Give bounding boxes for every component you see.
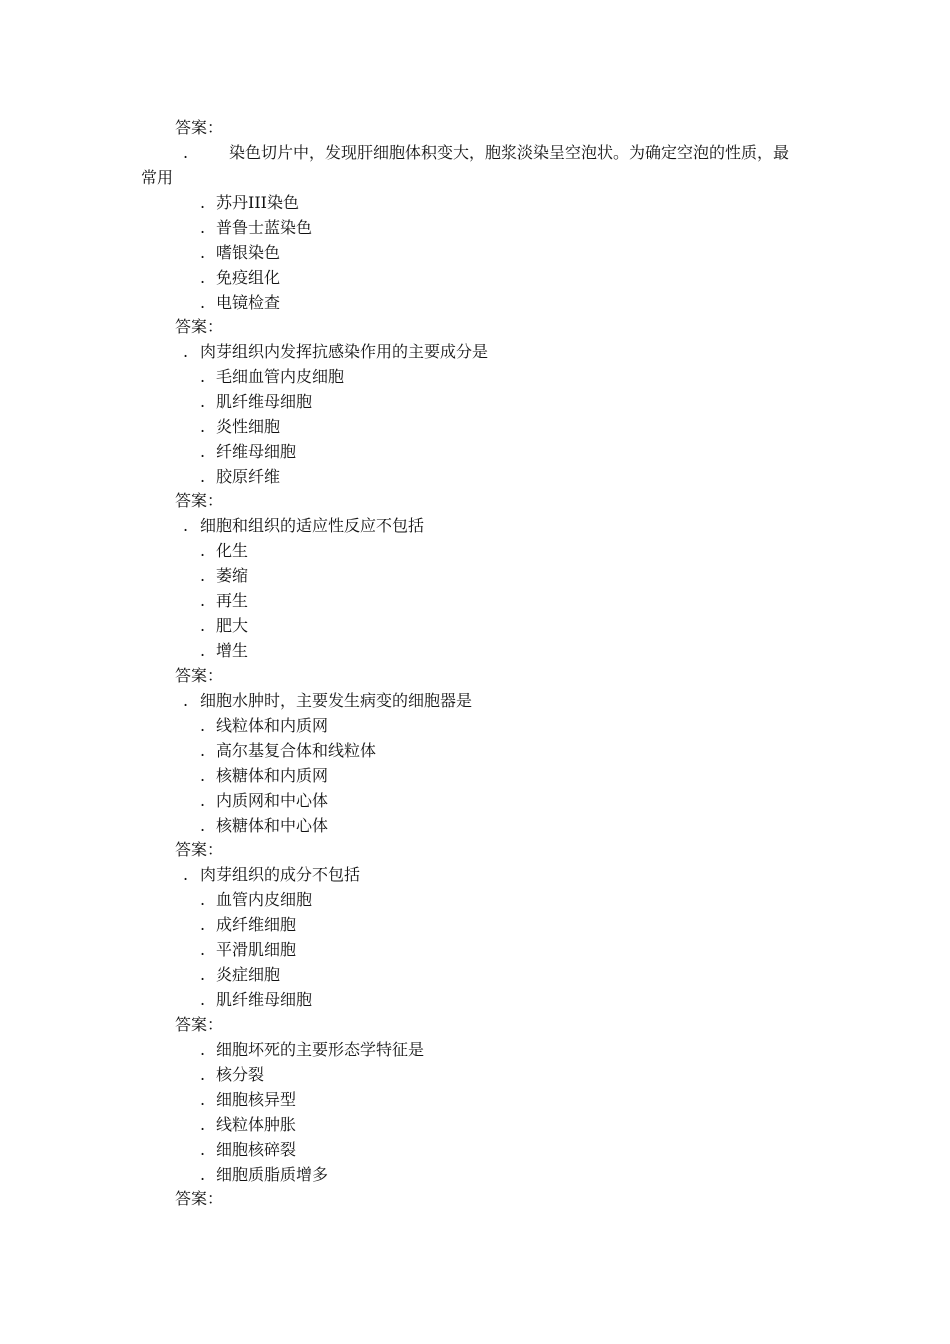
option-marker: . — [200, 193, 206, 212]
question-text: 染色切片中，发现肝细胞体积变大，胞浆淡染呈空泡状。为确定空泡的性质，最 — [229, 143, 790, 162]
option-marker: . — [200, 591, 206, 610]
question-marker: . — [183, 516, 189, 535]
answer-label: 答案： — [175, 840, 224, 859]
option-text: 细胞质脂质增多 — [216, 1165, 329, 1184]
option-marker: . — [200, 965, 206, 984]
option-marker: . — [200, 417, 206, 436]
option-text: 苏丹III染色 — [216, 193, 299, 212]
answer-label: 答案： — [175, 1015, 224, 1034]
answer-label: 答案： — [175, 666, 224, 685]
answer-label: 答案： — [175, 1189, 224, 1208]
option-text: 毛细血管内皮细胞 — [216, 367, 345, 386]
option-text: 化生 — [216, 541, 249, 560]
option-text: 再生 — [216, 591, 249, 610]
option-marker: . — [200, 392, 206, 411]
answer-label: 答案： — [175, 118, 224, 137]
option-marker: . — [200, 816, 206, 835]
option-marker: . — [200, 741, 206, 760]
option-marker: . — [200, 716, 206, 735]
option-text: 线粒体肿胀 — [216, 1115, 297, 1134]
option-text: 核分裂 — [216, 1065, 265, 1084]
question-text: 细胞坏死的主要形态学特征是 — [216, 1040, 425, 1059]
option-marker: . — [200, 1065, 206, 1084]
option-marker: . — [200, 940, 206, 959]
option-text: 细胞核异型 — [216, 1090, 297, 1109]
option-marker: . — [200, 915, 206, 934]
option-marker: . — [200, 616, 206, 635]
option-text: 血管内皮细胞 — [216, 890, 313, 909]
answer-label: 答案： — [175, 491, 224, 510]
option-marker: . — [200, 467, 206, 486]
option-marker: . — [200, 541, 206, 560]
option-text: 普鲁士蓝染色 — [216, 218, 313, 237]
option-marker: . — [200, 1115, 206, 1134]
option-marker: . — [200, 367, 206, 386]
option-text: 平滑肌细胞 — [216, 940, 297, 959]
option-marker: . — [200, 243, 206, 262]
option-marker: . — [200, 1090, 206, 1109]
option-text: 细胞核碎裂 — [216, 1140, 297, 1159]
option-marker: . — [200, 1140, 206, 1159]
option-text: 胶原纤维 — [216, 467, 281, 486]
option-text: 内质网和中心体 — [216, 791, 329, 810]
option-marker: . — [200, 566, 206, 585]
question-marker: . — [200, 1040, 206, 1059]
option-marker: . — [200, 218, 206, 237]
question-text: 肉芽组织内发挥抗感染作用的主要成分是 — [200, 342, 489, 361]
answer-label: 答案： — [175, 317, 224, 336]
option-text: 肌纤维母细胞 — [216, 392, 313, 411]
option-text: 线粒体和内质网 — [216, 716, 329, 735]
option-text: 成纤维细胞 — [216, 915, 297, 934]
option-marker: . — [200, 990, 206, 1009]
option-marker: . — [200, 1165, 206, 1184]
option-marker: . — [200, 268, 206, 287]
question-marker: . — [183, 865, 189, 884]
option-text: 萎缩 — [216, 566, 249, 585]
question-marker: . — [183, 691, 189, 710]
option-text: 核糖体和中心体 — [216, 816, 329, 835]
option-text: 肥大 — [216, 616, 249, 635]
option-text: 炎症细胞 — [216, 965, 281, 984]
option-text: 核糖体和内质网 — [216, 766, 329, 785]
question-marker: . — [183, 143, 189, 162]
option-text: 炎性细胞 — [216, 417, 281, 436]
option-text: 肌纤维母细胞 — [216, 990, 313, 1009]
option-text: 纤维母细胞 — [216, 442, 297, 461]
option-marker: . — [200, 641, 206, 660]
option-text: 电镜检查 — [216, 293, 281, 312]
option-marker: . — [200, 293, 206, 312]
option-text: 高尔基复合体和线粒体 — [216, 741, 377, 760]
question-text: 细胞水肿时，主要发生病变的细胞器是 — [200, 691, 473, 710]
option-text: 嗜银染色 — [216, 243, 281, 262]
question-marker: . — [183, 342, 189, 361]
option-marker: . — [200, 890, 206, 909]
question-text: 细胞和组织的适应性反应不包括 — [200, 516, 425, 535]
question-text: 肉芽组织的成分不包括 — [200, 865, 361, 884]
option-marker: . — [200, 766, 206, 785]
option-marker: . — [200, 442, 206, 461]
question-text-continued: 常用 — [141, 168, 174, 187]
option-marker: . — [200, 791, 206, 810]
option-text: 免疫组化 — [216, 268, 281, 287]
option-text: 增生 — [216, 641, 249, 660]
